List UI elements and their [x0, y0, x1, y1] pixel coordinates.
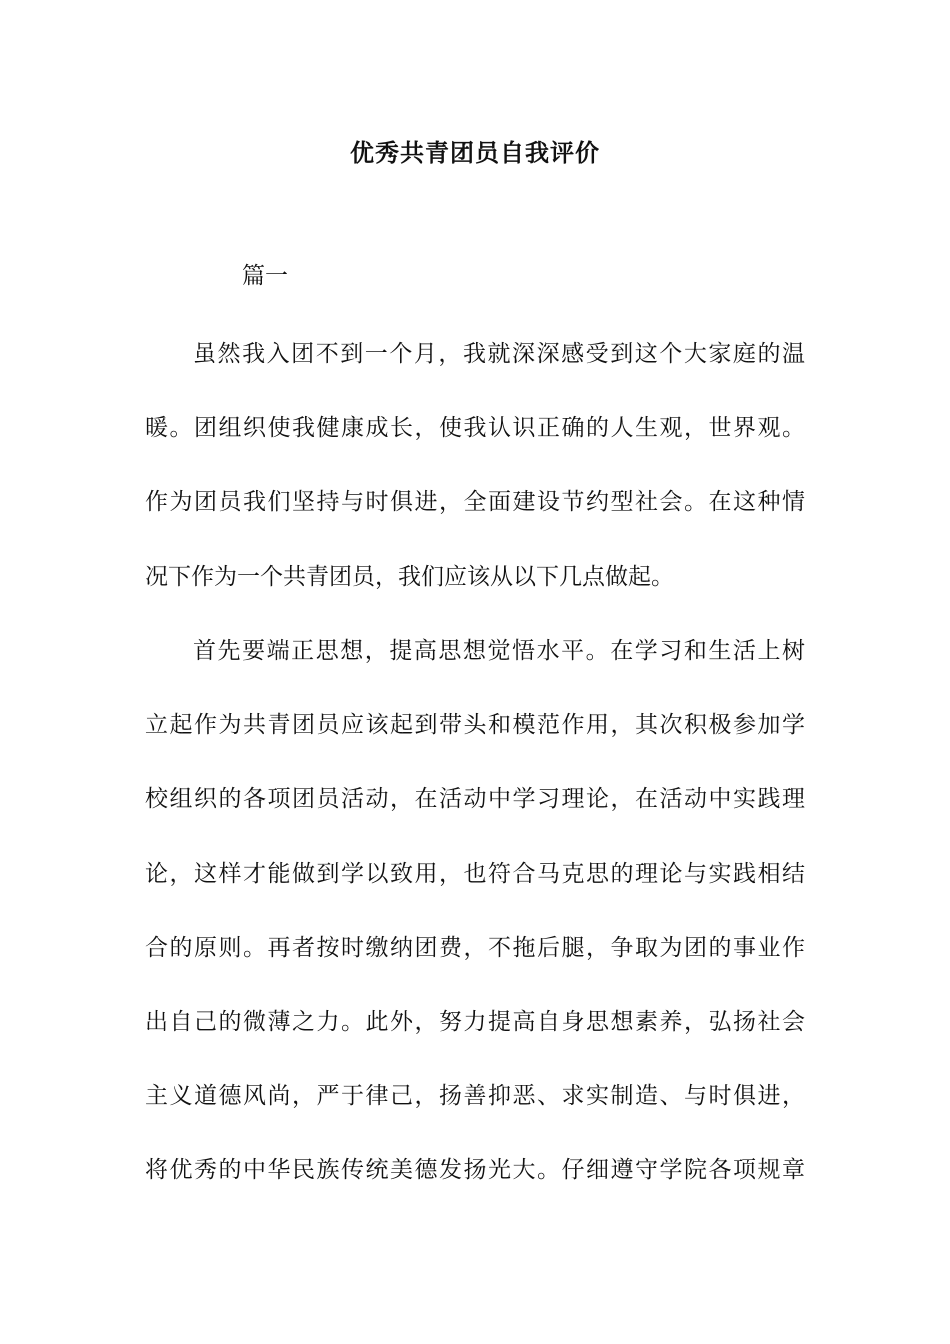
paragraph-line: 作为团员我们坚持与时俱进，全面建设节约型社会。在这种情: [145, 489, 805, 516]
paragraph-line: 合的原则。再者按时缴纳团费，不拖后腿，争取为团的事业作: [145, 934, 805, 961]
paragraph-line: 出自己的微薄之力。此外，努力提高自身思想素养，弘扬社会: [145, 1008, 805, 1035]
paragraph-line: 主义道德风尚，严于律己，扬善抑恶、求实制造、与时俱进，: [145, 1083, 805, 1110]
paragraph-line: 暖。团组织使我健康成长，使我认识正确的人生观，世界观。: [145, 415, 805, 442]
paragraph-line: 况下作为一个共青团员，我们应该从以下几点做起。: [145, 563, 674, 590]
paragraph-line: 立起作为共青团员应该起到带头和模范作用，其次积极参加学: [145, 712, 805, 739]
paragraph-line: 虽然我入团不到一个月，我就深深感受到这个大家庭的温: [193, 341, 805, 367]
paragraph-line: 论，这样才能做到学以致用，也符合马克思的理论与实践相结: [145, 860, 805, 887]
paragraph-line: 首先要端正思想，提高思想觉悟水平。在学习和生活上树: [193, 638, 805, 664]
paragraph-2: [145, 634, 805, 1228]
paragraph-line: 校组织的各项团员活动，在活动中学习理论，在活动中实践理: [145, 786, 805, 813]
document-title: 优秀共青团员自我评价: [350, 138, 600, 167]
paragraph-1: [145, 337, 805, 634]
paragraph-line: 将优秀的中华民族传统美德发扬光大。仔细遵守学院各项规章: [145, 1157, 805, 1184]
section-label: 篇一: [242, 263, 288, 289]
